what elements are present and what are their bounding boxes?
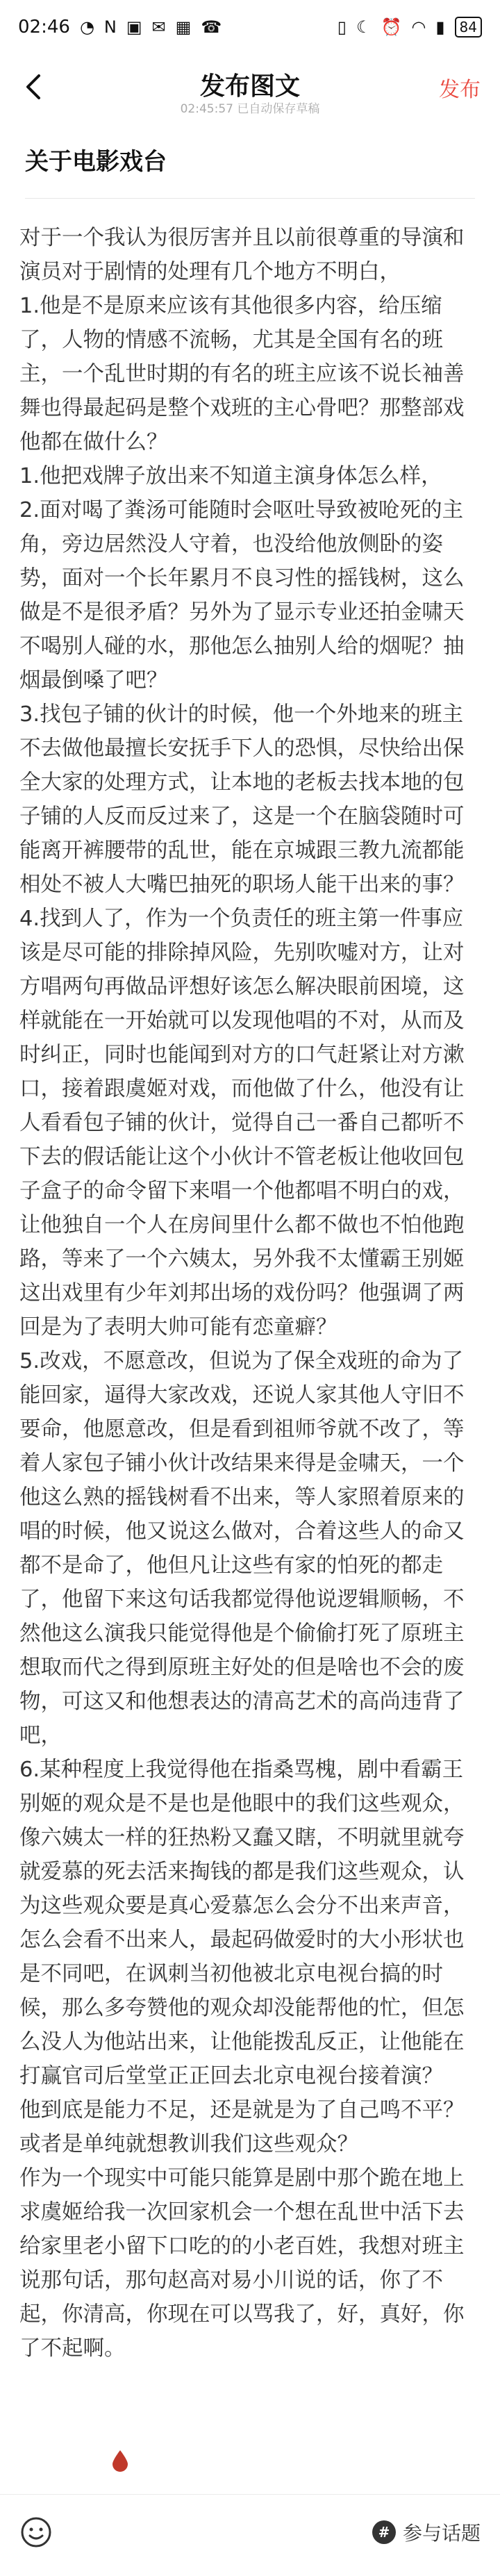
article-paragraph: 对于一个我认为很厉害并且以前很尊重的导演和演员对于剧情的处理有几个地方不明白， [19,226,465,284]
emoji-icon[interactable] [19,2516,53,2549]
article-paragraph: 1.他是不是原来应该有其他很多内容，给压缩了，人物的情感不流畅，尤其是全国有名的班主，一个乱世时期的有名的班主应该不说长袖善舞也得最起码是整个戏班的主心骨吧？那整部戏他都在做什么？ [19,294,465,454]
nfc-icon: N [103,17,117,37]
page-title: 发布图文 [199,72,300,101]
publish-button[interactable]: 发布 [439,78,481,102]
article-paragraph: 5.改戏，不愿意改，但说为了保全戏班的命为了能回家，逼得大家改戏，还说人家其他人守旧不要命，他愿意改，但是看到祖师爷就不改了，等着人家包子铺小伙计改结果来得是金啸天，一个他这么熟的摇钱树看不出来，等人家照着原来的唱的时候，他又说这么做对，合着这些人的命又都不是命了，他但凡让这些有家的怕死的都走了，他留下来这句话我都觉得他说逻辑顺畅，不然他这么演我只能觉得他是个偷偷打死了原班主想取而代之得到原班主好处的但是啥也不会的废物，可这又和他想表达的清高艺术的高尚违背了吧， [19,1349,465,1748]
image-notification-icon: ▦ [175,17,192,37]
article-paragraph: 作为一个现实中可能只能算是剧中那个跪在地上求虞姬给我一次回家机会一个想在乱世中活下去给家里老小留下口吃的的小老百姓，我想对班主说那句话，那句赵高对易小川说的话，你了不起，你清高，你现在可以骂我了，好，真好，你了不起啊。 [19,2166,465,2361]
text-cursor-handle-icon[interactable] [111,2449,129,2472]
article-paragraph: 6.某种程度上我觉得他在指桑骂槐，剧中看霸王别姬的观众是不是也是他眼中的我们这些观众，像六姨太一样的狂热粉又蠢又瞎，不明就里就夸就爱慕的死去活来掏钱的都是我们这些观众，认为这些观众要是真心爱慕怎么会分不出来声音，怎么会看不出来人，最起码做爱时的大小形状也是不同吧，在讽刺当初他被北京电视台搞的时候，那么多夸赞他的观众却没能帮他的忙，但怎么没人为他站出来，让他能拨乱反正，让他能在打赢官司后堂堂正正回去北京电视台接着演？ [19,1758,465,2088]
do-not-disturb-icon: ☾ [356,17,372,37]
chat-notification-icon: ✉ [151,17,166,37]
bottom-toolbar [0,2494,500,2576]
wifi-icon: ◠ [411,17,426,37]
article-paragraph: 2.面对喝了粪汤可能随时会呕吐导致被呛死的主角，旁边居然没人守着，也没给他放侧卧的姿势，面对一个长年累月不良习性的摇钱树，这么做是不是很矛盾？另外为了显示专业还拍金啸天不喝别人碰的水，那他怎么抽别人给的烟呢？抽烟最倒嗓了吧？ [19,498,465,693]
status-left [18,17,222,38]
status-bar [0,0,500,54]
article-title-field[interactable]: 关于电影戏台 [25,148,167,176]
alarm-icon: ⏰ [381,17,402,37]
join-topic-button[interactable] [372,2514,481,2550]
title-divider [25,198,475,199]
article-paragraph: 3.找包子铺的伙计的时候，他一个外地来的班主不去做他最擅长安抚手下人的恐惧，尽快给出保全大家的处理方式，让本地的老板去找本地的包子铺的人反而反过来了，这是一个在脑袋随时可能离开裤腰带的乱世，能在京城跟三教九流都能相处不被人大嘴巴抽死的职场人能干出来的事？ [19,702,465,897]
battery-indicator: 84 [455,17,482,38]
article-paragraph: 他到底是能力不足，还是就是为了自己鸣不平？或者是单纯就想教训我们这些观众？ [19,2098,465,2156]
signal-alert-icon: ◔ [79,17,94,37]
hashtag-icon: # [372,2520,396,2544]
phone-notification-icon: ☎ [201,17,222,37]
status-right [338,17,482,38]
article-body-editor[interactable] [19,221,482,2366]
status-time: 02:46 [18,17,70,38]
autosave-status: 02:45:57 已自动保存草稿 [180,102,320,116]
article-paragraph: 4.找到人了，作为一个负责任的班主第一件事应该是尽可能的排除掉风险，先别吹嘘对方，让对方唱两句再做品评想好该怎么解决眼前困境，这样就能在一开始就可以发现他唱的不对，从而及时纠正，同时也能闻到对方的口气赶紧让对方漱口，接着跟虞姬对戏，而他做了什么，他没有让人看看包子铺的伙计，觉得自己一番自己都听不下去的假话能让这个小伙计不管老板让他收回包子盒子的命令留下来唱一个他都唱不明白的戏，让他独自一个人在房间里什么都不做也不怕他跑路，等来了一个六姨太，另外我不太懂霸王别姬这出戏里有少年刘邦出场的戏份吗？他强调了两回是为了表明大帅可能有恋童癖？ [19,907,465,1339]
article-paragraph: 1.他把戏牌子放出来不知道主演身体怎么样， [19,464,442,488]
cellular-icon: ▮ [435,17,445,37]
app-notification-icon: ▣ [126,17,142,37]
vibrate-icon: ▯ [337,17,347,37]
nav-bar [0,54,500,124]
join-topic-label: 参与话题 [402,2522,481,2545]
